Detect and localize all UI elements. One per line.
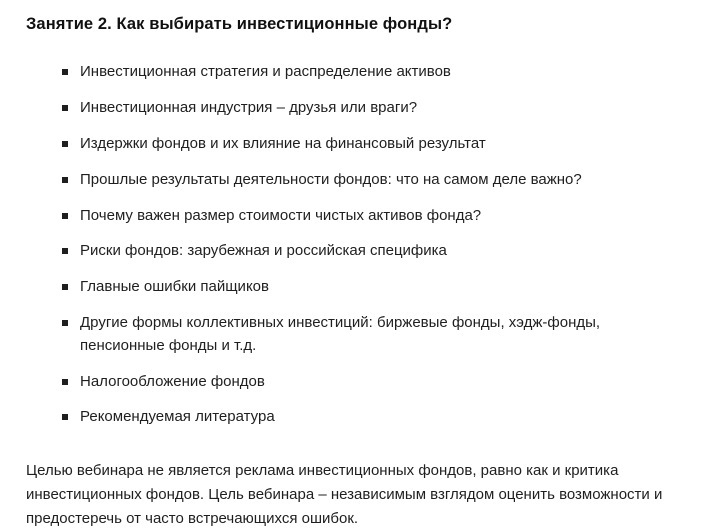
list-item: Главные ошибки пайщиков xyxy=(62,276,688,299)
list-item: Риски фондов: зарубежная и российская специфика xyxy=(62,240,688,263)
list-item: Налогообложение фондов xyxy=(62,371,688,394)
list-item: Инвестиционная индустрия – друзья или враги? xyxy=(62,97,688,120)
list-item: Инвестиционная стратегия и распределение активов xyxy=(62,61,688,84)
topic-list xyxy=(26,61,688,429)
list-item: Почему важен размер стоимости чистых активов фонда? xyxy=(62,205,688,228)
list-item: Прошлые результаты деятельности фондов: что на самом деле важно? xyxy=(62,169,688,192)
list-item: Другие формы коллективных инвестиций: биржевые фонды, хэдж-фонды, пенсионные фонды и т.д. xyxy=(62,312,688,358)
closing-paragraph-block xyxy=(26,459,686,530)
page-title: Занятие 2. Как выбирать инвестиционные фонды? xyxy=(26,15,453,33)
closing-paragraph: Целью вебинара не является реклама инвестиционных фондов, равно как и критика инвестиционных фондов. Цель вебинара – независимым взглядом оценить возможности и предостеречь от часто встречающихся ошибок. xyxy=(26,462,663,527)
list-item: Издержки фондов и их влияние на финансовый результат xyxy=(62,133,688,156)
list-item: Рекомендуемая литература xyxy=(62,406,688,429)
